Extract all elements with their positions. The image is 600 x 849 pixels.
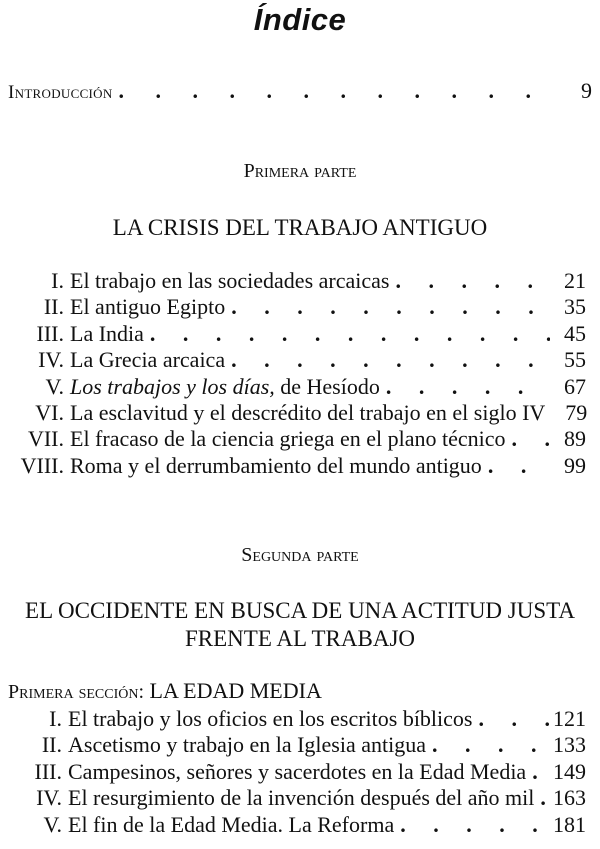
section-heading xyxy=(8,678,322,704)
chapter-number: I. xyxy=(49,706,62,731)
chapter-title: El fracaso de la ciencia griega en el plano técnico xyxy=(70,426,506,452)
leader-dots xyxy=(488,453,550,479)
chapter-entry[interactable] xyxy=(0,706,586,732)
chapter-entry[interactable] xyxy=(0,400,586,426)
chapter-title-italic: Los trabajos y los días, xyxy=(70,373,275,399)
chapter-title: Ascetismo y trabajo en la Iglesia antigua xyxy=(68,732,426,758)
chapter-entry[interactable] xyxy=(0,785,586,811)
page-number: 21 xyxy=(564,268,586,293)
chapter-entry[interactable] xyxy=(0,732,586,758)
chapter-entry[interactable] xyxy=(0,347,586,373)
part-two-label: Segunda parte xyxy=(241,544,359,566)
page-title: Índice xyxy=(253,2,347,37)
part-two-section-one-chapter-list xyxy=(0,706,586,838)
chapter-number: V. xyxy=(43,811,62,837)
leader-dots xyxy=(512,426,551,452)
page-number: 163 xyxy=(553,785,586,811)
leader-dots xyxy=(479,706,550,732)
page-number: 181 xyxy=(553,811,586,837)
chapter-title-rest: de Hesíodo xyxy=(274,373,380,399)
leader-dots xyxy=(119,78,550,104)
chapter-title: El trabajo en las sociedades arcaicas xyxy=(70,268,390,293)
chapter-entry[interactable] xyxy=(0,268,586,294)
chapter-title xyxy=(70,374,380,400)
leader-dots xyxy=(231,347,550,373)
chapter-number: IV. xyxy=(38,347,64,373)
section-label: Primera sección: xyxy=(8,681,145,703)
part-two-title-line-2: FRENTE AL TRABAJO xyxy=(184,626,416,651)
chapter-number: VI. xyxy=(35,399,64,425)
chapter-number: V. xyxy=(45,373,64,399)
chapter-title: Campesinos, señores y sacerdotes en la Edad Media xyxy=(68,758,527,784)
page-number: 79 xyxy=(565,399,588,425)
chapter-entry[interactable] xyxy=(0,759,586,785)
chapter-entry[interactable] xyxy=(0,812,586,838)
chapter-title: El trabajo y los oficios en los escritos bíblicos xyxy=(68,706,473,731)
page-number: 99 xyxy=(564,452,586,478)
leader-dots xyxy=(400,812,549,838)
leader-dots xyxy=(432,732,549,758)
page-number: 9 xyxy=(581,78,592,103)
page-number: 45 xyxy=(564,320,586,346)
chapter-title: El fin de la Edad Media. La Reforma xyxy=(68,811,395,837)
leader-dots xyxy=(532,759,549,785)
leader-dots xyxy=(395,268,550,294)
introduction-label: Introducción xyxy=(8,82,113,103)
chapter-number: III. xyxy=(36,320,64,346)
section-title: LA EDAD MEDIA xyxy=(149,678,322,703)
chapter-number: II. xyxy=(43,294,64,320)
leader-dots xyxy=(386,374,550,400)
toc-entry-introduction[interactable] xyxy=(8,78,592,104)
chapter-entry[interactable] xyxy=(0,321,586,347)
chapter-title: La esclavitud y el descrédito del trabajo en el siglo IV xyxy=(70,399,546,425)
chapter-title: La India xyxy=(70,320,144,346)
part-one-chapter-list xyxy=(0,268,586,479)
chapter-number: II. xyxy=(41,732,62,758)
chapter-title: El resurgimiento de la invención después del año mil xyxy=(68,785,535,811)
page-number: 55 xyxy=(564,347,586,373)
page-number: 35 xyxy=(564,294,586,320)
leader-dots xyxy=(150,321,550,347)
leader-dots xyxy=(540,785,549,811)
chapter-number: VII. xyxy=(27,426,64,452)
chapter-number: III. xyxy=(34,758,62,784)
part-one-title: LA CRISIS DEL TRABAJO ANTIGUO xyxy=(112,215,488,240)
chapter-entry[interactable] xyxy=(0,453,586,479)
page-number: 67 xyxy=(564,373,586,399)
part-one-label: Primera parte xyxy=(243,160,357,182)
page-number: 121 xyxy=(553,706,586,731)
page-number: 149 xyxy=(553,758,586,784)
chapter-entry[interactable] xyxy=(0,374,586,400)
chapter-number: VIII. xyxy=(20,452,64,478)
chapter-number: I. xyxy=(51,268,64,293)
part-two-title-line-1: EL OCCIDENTE EN BUSCA DE UNA ACTITUD JUSTA xyxy=(25,598,575,623)
page-number: 89 xyxy=(564,426,586,452)
page-number: 133 xyxy=(553,732,586,758)
chapter-entry[interactable] xyxy=(0,426,586,452)
leader-dots xyxy=(231,294,550,320)
chapter-title: El antiguo Egipto xyxy=(70,294,226,320)
chapter-entry[interactable] xyxy=(0,294,586,320)
chapter-title: Roma y el derrumbamiento del mundo antiguo xyxy=(70,452,482,478)
chapter-title: La Grecia arcaica xyxy=(70,347,226,373)
chapter-number: IV. xyxy=(36,785,62,811)
